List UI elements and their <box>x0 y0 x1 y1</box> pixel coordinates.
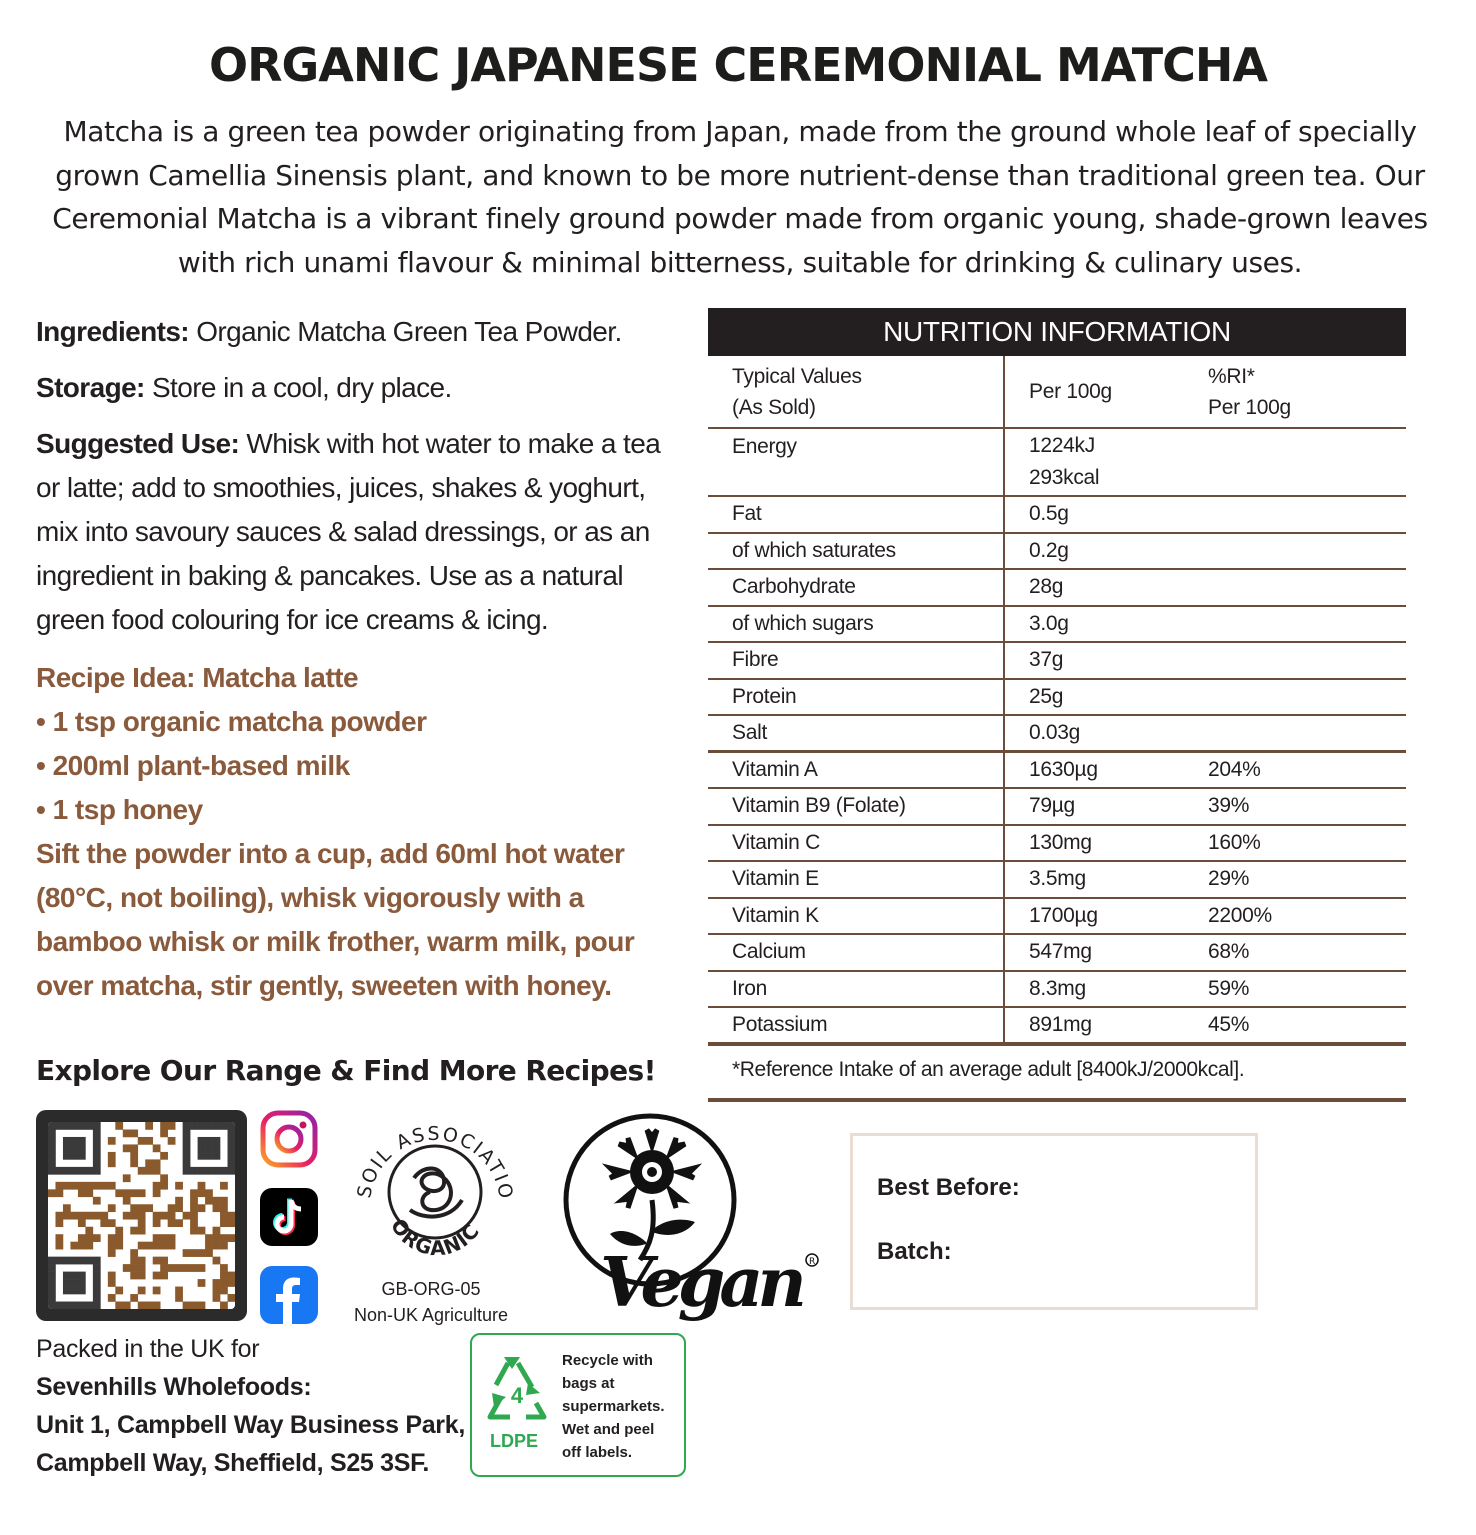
suggested-use <box>36 422 686 642</box>
nutrient-ri: 45% <box>1204 1007 1406 1044</box>
recipe-item: • 1 tsp organic matcha powder <box>36 706 427 737</box>
nutrient-ri <box>1204 533 1406 570</box>
recipe-method-line: (80°C, not boiling), whisk vigorously with a <box>36 882 584 913</box>
recipe-method-line: bamboo whisk or milk frother, warm milk, pour <box>36 926 635 957</box>
table-row <box>708 934 1406 971</box>
packer-address <box>36 1330 465 1482</box>
ri-header <box>1204 356 1406 428</box>
storage-label: Storage: <box>36 372 145 403</box>
nutrient-value: 0.5g <box>1004 496 1204 533</box>
product-details <box>36 310 686 1008</box>
nutrient-name: Vitamin K <box>708 898 1004 935</box>
best-before-box <box>850 1133 1258 1310</box>
qr-code-icon[interactable] <box>36 1110 247 1321</box>
table-row <box>708 679 1406 716</box>
table-row <box>708 898 1406 935</box>
recipe-title: Recipe Idea: Matcha latte <box>36 662 359 693</box>
nutrient-value: 130mg <box>1004 825 1204 862</box>
organic-code: GB-ORG-05 <box>381 1279 481 1299</box>
ingredients-label: Ingredients: <box>36 316 190 347</box>
ingredients-text: Organic Matcha Green Tea Powder. <box>189 316 622 347</box>
nutrient-value: 79µg <box>1004 788 1204 825</box>
svg-text:R: R <box>809 1257 816 1267</box>
agriculture-origin: Non-UK Agriculture <box>353 1305 509 1325</box>
suggested-use-line: mix into savoury sauces & salad dressings, or as an <box>36 516 650 547</box>
recycle-line: off labels. <box>562 1444 633 1461</box>
nutrient-ri: 2200% <box>1204 898 1406 935</box>
table-row <box>708 971 1406 1008</box>
intro-line: with rich unami flavour & minimal bitterness, suitable for drinking & culinary uses. <box>177 245 1303 279</box>
header-line: Per 100g <box>1208 395 1291 419</box>
suggested-use-line: Whisk with hot water to make a tea <box>239 428 661 459</box>
suggested-use-line: green food colouring for ice creams & icing. <box>36 604 549 635</box>
nutrient-name: Vitamin E <box>708 861 1004 898</box>
table-row <box>708 533 1406 570</box>
header-line: (As Sold) <box>732 395 816 419</box>
energy-values <box>1004 428 1204 496</box>
nutrient-ri: 160% <box>1204 825 1406 862</box>
table-header-row <box>708 356 1406 428</box>
recycle-line: supermarkets. <box>562 1398 665 1415</box>
nutrient-name: Fat <box>708 496 1004 533</box>
nutrient-name: of which saturates <box>708 533 1004 570</box>
typical-values-header <box>708 356 1004 428</box>
nutrient-ri <box>1204 679 1406 716</box>
recipe-method-line: over matcha, stir gently, sweeten with honey. <box>36 970 612 1001</box>
nutrient-name: Vitamin C <box>708 825 1004 862</box>
address-line: Campbell Way, Sheffield, S25 3SF. <box>36 1449 429 1477</box>
vegan-sunflower-icon <box>560 1110 825 1330</box>
suggested-use-line: or latte; add to smoothies, juices, shakes & yoghurt, <box>36 472 646 503</box>
nutrient-value: 1700µg <box>1004 898 1204 935</box>
per-100g-header: Per 100g <box>1004 356 1204 428</box>
nutrient-name: Vitamin B9 (Folate) <box>708 788 1004 825</box>
company-name: Sevenhills Wholefoods: <box>36 1373 312 1401</box>
recipe-item: • 200ml plant-based milk <box>36 750 350 781</box>
recycle-ldpe-icon <box>470 1333 686 1477</box>
energy-ri <box>1204 428 1406 496</box>
nutrient-name: Protein <box>708 679 1004 716</box>
recycle-line: Recycle with <box>562 1352 653 1369</box>
table-row <box>708 496 1406 533</box>
resin-label: LDPE <box>490 1431 539 1451</box>
nutrient-ri <box>1204 715 1406 752</box>
ingredients <box>36 310 686 354</box>
table-row <box>708 569 1406 606</box>
qr-code-pattern <box>48 1122 235 1309</box>
nutrient-value: 0.2g <box>1004 533 1204 570</box>
table-row <box>708 788 1406 825</box>
tiktok-icon[interactable] <box>260 1188 318 1246</box>
storage <box>36 366 686 410</box>
recycle-instructions <box>562 1349 682 1464</box>
nutrient-value: 1630µg <box>1004 752 1204 789</box>
soil-organic-text: ORGANIC <box>385 1214 485 1261</box>
nutrient-ri: 68% <box>1204 934 1406 971</box>
recycle-line: Wet and peel <box>562 1421 655 1438</box>
nutrient-ri: 59% <box>1204 971 1406 1008</box>
soil-association-code <box>350 1276 512 1328</box>
nutrient-name: Iron <box>708 971 1004 1008</box>
page-title: ORGANIC JAPANESE CEREMONIAL MATCHA <box>208 38 1268 92</box>
header-line: %RI* <box>1208 364 1255 388</box>
nutrient-ri <box>1204 569 1406 606</box>
nutrient-ri: 29% <box>1204 861 1406 898</box>
nutrient-ri <box>1204 642 1406 679</box>
nutrient-value: 0.03g <box>1004 715 1204 752</box>
nutrition-header: NUTRITION INFORMATION <box>708 308 1406 356</box>
energy-label: Energy <box>708 428 1004 496</box>
nutrient-value: 25g <box>1004 679 1204 716</box>
table-row <box>708 715 1406 752</box>
intro-line: Matcha is a green tea powder originating from Japan, made from the ground whole leaf of specially <box>63 115 1417 148</box>
nutrient-name: Fibre <box>708 642 1004 679</box>
nutrient-value: 8.3mg <box>1004 971 1204 1008</box>
nutrient-value: 3.0g <box>1004 606 1204 643</box>
nutrient-name: Calcium <box>708 934 1004 971</box>
nutrient-ri: 204% <box>1204 752 1406 789</box>
suggested-use-line: ingredient in baking & pancakes. Use as a natural <box>36 560 623 591</box>
nutrient-value: 891mg <box>1004 1007 1204 1044</box>
nutrient-name: of which sugars <box>708 606 1004 643</box>
energy-kj: 1224kJ <box>1029 434 1095 457</box>
nutrient-name: Potassium <box>708 1007 1004 1044</box>
resin-code: 4 <box>510 1383 524 1408</box>
nutrient-name: Salt <box>708 715 1004 752</box>
best-before-label: Best Before: <box>877 1174 1020 1201</box>
intro-description <box>30 110 1450 284</box>
recipe-item: • 1 tsp honey <box>36 794 203 825</box>
nutrient-ri: 39% <box>1204 788 1406 825</box>
nutrient-name: Vitamin A <box>708 752 1004 789</box>
reference-intake-footnote: *Reference Intake of an average adult [8400kJ/2000kcal]. <box>708 1046 1406 1102</box>
nutrient-ri <box>1204 606 1406 643</box>
explore-heading: Explore Our Range & Find More Recipes! <box>36 1054 656 1087</box>
svg-text:SOIL ASSOCIATION <box>350 1110 517 1202</box>
table-row <box>708 1007 1406 1044</box>
nutrition-table <box>708 356 1406 1046</box>
packed-line: Packed in the UK for <box>36 1335 260 1363</box>
nutrient-ri <box>1204 496 1406 533</box>
storage-text: Store in a cool, dry place. <box>144 372 452 403</box>
nutrient-value: 37g <box>1004 642 1204 679</box>
suggested-use-label: Suggested Use: <box>36 428 240 459</box>
address-line: Unit 1, Campbell Way Business Park, <box>36 1411 465 1439</box>
energy-row <box>708 428 1406 496</box>
soil-ring-text: SOIL ASSOCIATIO <box>353 1122 518 1203</box>
recipe-idea <box>36 656 686 1008</box>
nutrient-value: 3.5mg <box>1004 861 1204 898</box>
instagram-icon[interactable] <box>260 1110 318 1168</box>
energy-kcal: 293kcal <box>1029 466 1100 489</box>
batch-label: Batch: <box>877 1238 952 1265</box>
table-row <box>708 642 1406 679</box>
table-row <box>708 825 1406 862</box>
intro-line: Ceremonial Matcha is a vibrant finely ground powder made from organic young, shade-grown leaves <box>52 202 1428 235</box>
table-row <box>708 752 1406 789</box>
vegan-wordmark: Vegan <box>600 1243 801 1323</box>
recipe-method-line: Sift the powder into a cup, add 60ml hot water <box>36 838 625 869</box>
recycle-line: bags at <box>562 1375 615 1392</box>
table-row <box>708 861 1406 898</box>
nutrition-panel <box>708 308 1406 1102</box>
nutrient-value: 28g <box>1004 569 1204 606</box>
header-line: Typical Values <box>732 364 862 388</box>
nutrient-name: Carbohydrate <box>708 569 1004 606</box>
intro-line: grown Camellia Sinensis plant, and known to be more nutrient-dense than traditional green tea. Our <box>55 158 1425 192</box>
table-row <box>708 606 1406 643</box>
nutrient-value: 547mg <box>1004 934 1204 971</box>
facebook-icon[interactable] <box>260 1266 318 1324</box>
